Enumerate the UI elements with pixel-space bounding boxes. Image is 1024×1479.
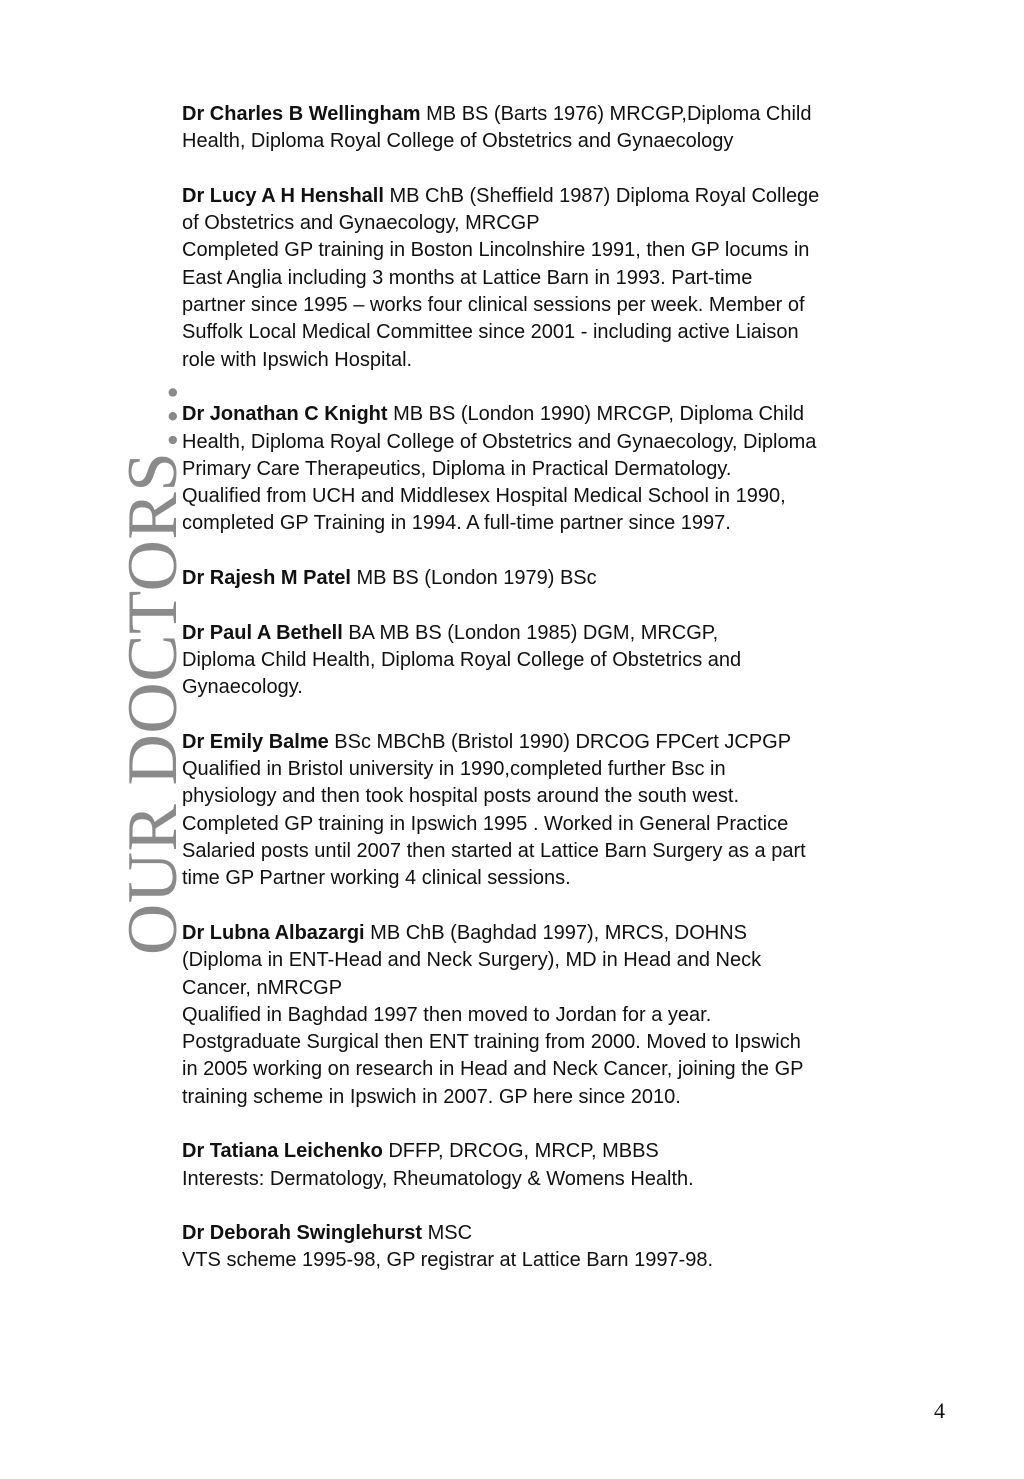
doctor-detail-line: partner since 1995 – works four clinical sessions per week. Member of xyxy=(182,294,805,317)
doctor-detail-line: Diploma Child Health, Diploma Royal College of Obstetrics and xyxy=(182,648,742,671)
doctor-name: Dr Emily Balme xyxy=(182,730,329,753)
doctor-detail-line: role with Ipswich Hospital. xyxy=(182,348,413,371)
doctor-entry-albazargi xyxy=(182,920,922,1111)
doctor-detail-line: physiology and then took hospital posts around the south west. xyxy=(182,785,740,808)
doctor-detail-line: Salaried posts until 2007 then started at Lattice Barn Surgery as a part xyxy=(182,840,806,863)
doctor-detail-line: BSc MBChB (Bristol 1990) DRCOG FPCert JCPGP xyxy=(328,730,792,753)
doctor-name: Dr Lubna Albazargi xyxy=(182,921,365,944)
doctor-detail-line: Health, Diploma Royal College of Obstetrics and Gynaecology xyxy=(182,130,734,153)
doctor-name: Dr Deborah Swinglehurst xyxy=(182,1222,423,1245)
doctor-detail-line: Qualified in Baghdad 1997 then moved to Jordan for a year. xyxy=(182,1003,712,1026)
doctor-detail-line: Health, Diploma Royal College of Obstetrics and Gynaecology, Diploma xyxy=(182,430,817,453)
doctor-detail-line: Completed GP training in Ipswich 1995 . Worked in General Practice xyxy=(182,812,789,835)
doctor-name: Dr Paul A Bethell xyxy=(182,621,343,644)
doctor-detail-line: Qualified in Bristol university in 1990,completed further Bsc in xyxy=(182,758,726,781)
doctors-list xyxy=(182,101,922,1302)
doctor-detail-line: completed GP Training in 1994. A full-time partner since 1997. xyxy=(182,512,731,535)
doctor-detail-line: MB BS (London 1990) MRCGP, Diploma Child xyxy=(387,403,805,426)
doctor-detail-line: Gynaecology. xyxy=(182,676,303,699)
doctor-detail-line: Cancer, nMRCGP xyxy=(182,976,343,999)
doctor-detail-line: time GP Partner working 4 clinical sessions. xyxy=(182,867,571,890)
doctor-detail-line: MB BS (London 1979) BSc xyxy=(350,567,597,590)
doctor-entry-knight xyxy=(182,401,922,537)
page-number: 4 xyxy=(934,1398,945,1423)
doctor-detail-line: Qualified from UCH and Middlesex Hospital Medical School in 1990, xyxy=(182,485,786,508)
doctor-name: Dr Tatiana Leichenko xyxy=(182,1140,383,1163)
doctor-detail-line: (Diploma in ENT-Head and Neck Surgery), MD in Head and Neck xyxy=(182,949,762,972)
doctor-detail-line: of Obstetrics and Gynaecology, MRCGP xyxy=(182,212,540,235)
doctor-detail-line: VTS scheme 1995-98, GP registrar at Lattice Barn 1997-98. xyxy=(182,1249,714,1272)
doctor-detail-line: Suffolk Local Medical Committee since 2001 - including active Liaison xyxy=(182,321,799,344)
doctor-detail-line: in 2005 working on research in Head and Neck Cancer, joining the GP xyxy=(182,1058,804,1081)
doctor-entry-leichenko xyxy=(182,1138,922,1193)
doctor-detail-line: Postgraduate Surgical then ENT training from 2000. Moved to Ipswich xyxy=(182,1031,801,1054)
doctor-detail-line: BA MB BS (London 1985) DGM, MRCGP, xyxy=(342,621,719,644)
doctor-detail-line: Completed GP training in Boston Lincolnshire 1991, then GP locums in xyxy=(182,239,810,262)
doctor-name: Dr Jonathan C Knight xyxy=(182,403,388,426)
doctor-entry-swinglehurst xyxy=(182,1220,922,1275)
doctor-detail-line: East Anglia including 3 months at Lattice Barn in 1993. Part-time xyxy=(182,266,753,289)
section-title: OUR DOCTORS… xyxy=(114,380,192,955)
doctor-detail-line: training scheme in Ipswich in 2007. GP here since 2010. xyxy=(182,1085,681,1108)
doctor-name: Dr Lucy A H Henshall xyxy=(182,184,384,207)
doctor-detail-line: Interests: Dermatology, Rheumatology & Womens Health. xyxy=(182,1167,694,1190)
doctor-entry-patel xyxy=(182,565,922,592)
doctor-detail-line: MSC xyxy=(422,1222,473,1245)
doctor-entry-balme xyxy=(182,729,922,893)
doctor-entry-bethell xyxy=(182,620,922,702)
doctor-name: Dr Rajesh M Patel xyxy=(182,567,351,590)
doctor-detail-line: MB ChB (Sheffield 1987) Diploma Royal College xyxy=(383,184,820,207)
doctor-detail-line: Primary Care Therapeutics, Diploma in Practical Dermatology. xyxy=(182,457,732,480)
doctor-entry-wellingham xyxy=(182,101,922,156)
doctor-detail-line: DFFP, DRCOG, MRCP, MBBS xyxy=(382,1140,659,1163)
doctor-detail-line: MB BS (Barts 1976) MRCGP,Diploma Child xyxy=(420,103,812,125)
doctor-entry-henshall xyxy=(182,183,922,374)
doctor-name: Dr Charles B Wellingham xyxy=(182,103,421,125)
doctor-detail-line: MB ChB (Baghdad 1997), MRCS, DOHNS xyxy=(364,921,747,944)
